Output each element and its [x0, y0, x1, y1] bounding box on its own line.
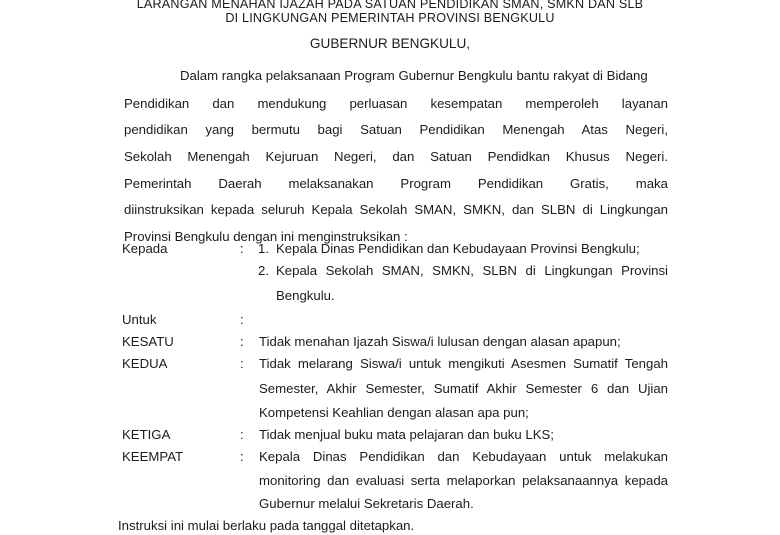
closing-statement: Instruksi ini mulai berlaku pada tanggal ditetapkan.: [118, 518, 415, 533]
instruction-label: KESATU: [122, 334, 174, 349]
preamble-line-5: Pemerintah Daerah melaksanakan Program Pendidikan Gratis, maka: [124, 176, 668, 191]
untuk-label: Untuk: [122, 312, 157, 327]
preamble-line-7: Provinsi Bengkulu dengan ini menginstruksikan :: [124, 229, 408, 244]
preamble-line-1: Dalam rangka pelaksanaan Program Gubernur Bengkulu bantu rakyat di Bidang: [180, 68, 648, 83]
instruction-colon: :: [240, 449, 244, 464]
instruction-text: Semester, Akhir Semester, Sumatif Akhir Semester 6 dan Ujian: [259, 381, 668, 396]
preamble-line-3: pendidikan yang bermutu bagi Satuan Pendidikan Menengah Atas Negeri,: [124, 122, 668, 137]
instruction-label: KETIGA: [122, 427, 171, 442]
preamble-line-2: Pendidikan dan mendukung perluasan kesempatan memperoleh layanan: [124, 96, 668, 111]
kepada-item-number: 2.: [258, 263, 269, 278]
instruction-colon: :: [240, 334, 244, 349]
kepada-item-number: 1.: [258, 241, 269, 256]
instruction-text: Tidak menahan Ijazah Siswa/i lulusan dengan alasan apapun;: [259, 334, 621, 349]
addressee-heading: GUBERNUR BENGKULU,: [309, 36, 471, 51]
kepada-colon: :: [240, 241, 244, 256]
kepada-label: Kepada: [122, 241, 168, 256]
kepada-item-text: Kepala Dinas Pendidikan dan Kebudayaan Provinsi Bengkulu;: [276, 241, 640, 256]
untuk-colon: :: [240, 312, 244, 327]
document-title-line-1: LARANGAN MENAHAN IJAZAH PADA SATUAN PENDIDIKAN SMAN, SMKN DAN SLB: [136, 0, 644, 11]
instruction-text: Gubernur melalui Sekretaris Daerah.: [259, 496, 474, 511]
preamble-line-6: diinstruksikan kepada seluruh Kepala Sekolah SMAN, SMKN, dan SLBN di Lingkungan: [124, 202, 668, 217]
instruction-label: KEEMPAT: [122, 449, 184, 464]
document-title-line-2: DI LINGKUNGAN PEMERINTAH PROVINSI BENGKULU: [225, 11, 555, 25]
instruction-text: Tidak melarang Siswa/i untuk mengikuti Asesmen Sumatif Tengah: [259, 356, 668, 371]
instruction-colon: :: [240, 427, 244, 442]
instruction-text: monitoring dan evaluasi serta melaporkan pelaksanaannya kepada: [259, 473, 668, 488]
instruction-text: Tidak menjual buku mata pelajaran dan buku LKS;: [259, 427, 554, 442]
kepada-item-text: Kepala Sekolah SMAN, SMKN, SLBN di Lingkungan Provinsi: [276, 263, 668, 278]
instruction-label: KEDUA: [122, 356, 168, 371]
kepada-item-text-continued: Bengkulu.: [276, 288, 335, 303]
instruction-colon: :: [240, 356, 244, 371]
instruction-text: Kepala Dinas Pendidikan dan Kebudayaan untuk melakukan: [259, 449, 668, 464]
instruction-text: Kompetensi Keahlian dengan alasan apa pun;: [259, 405, 529, 420]
preamble-line-4: Sekolah Menengah Kejuruan Negeri, dan Satuan Pendidkan Khusus Negeri.: [124, 149, 668, 164]
